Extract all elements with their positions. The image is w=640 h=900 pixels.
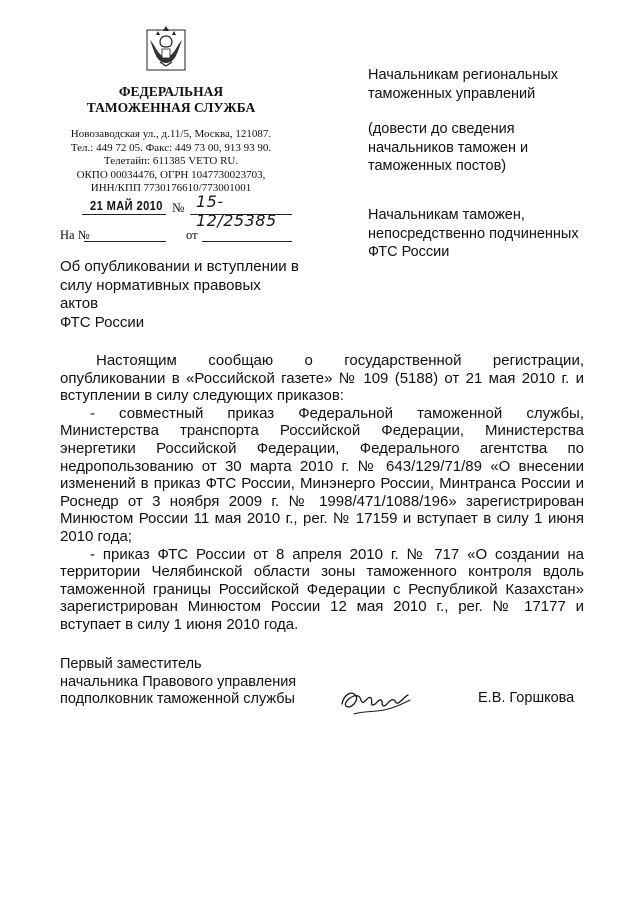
signer-position-line: начальника Правового управления xyxy=(60,673,297,690)
addressee-line: Начальникам таможен, xyxy=(368,207,525,223)
coat-of-arms-emblem-icon xyxy=(144,22,188,72)
letter-body xyxy=(60,352,584,634)
letter-subject xyxy=(60,258,300,332)
addressee-line: ФТС России xyxy=(368,244,450,260)
address-line: ИНН/КПП 7730176610/773001001 xyxy=(90,182,252,195)
registration-number: 15-12/25385 xyxy=(196,192,277,230)
date-underline xyxy=(82,214,166,215)
number-sign: № xyxy=(172,200,185,215)
address-line: Новозаводская ул., д.11/5, Москва, 121087. xyxy=(70,128,272,140)
organization-name xyxy=(60,84,282,116)
reference-number-label: На № xyxy=(60,228,90,242)
addressee-regional xyxy=(368,66,608,103)
addressee-line: начальников таможен и xyxy=(368,139,529,156)
addressee-customs xyxy=(368,206,608,262)
handwritten-signature-icon xyxy=(336,684,426,720)
addressee-line: таможенных управлений xyxy=(368,85,536,102)
body-item-joint-order: - совместный приказ Федеральной таможенной службы, Министерства транспорта Российской Федерации, Министерства энергетики Российской Федерации, Федерального агентства по недропользованию от 30 марта 2010 г. № 643/129/71/89 «О внесении изменений в приказ ФТС России, Минэнерго России, Минтранса России и Роснедр от 3 ноября 2009 г. № 1998/471/1088/196» зарегистрирован Минюстом России 11 мая 2010 г., рег. № 17159 и вступает в силу 1 июня 2010 года; xyxy=(60,404,584,545)
reference-line xyxy=(60,228,292,246)
addressee-note xyxy=(368,120,608,176)
signer-position xyxy=(60,656,320,709)
address-line: Телетайп: 611385 VETO RU. xyxy=(103,155,239,168)
organization-address xyxy=(60,128,282,196)
address-line: ОКПО 00034476, ОГРН 1047730023703, xyxy=(76,168,266,181)
org-name-line-2: ТАМОЖЕННАЯ СЛУЖБА xyxy=(86,100,256,115)
body-item-fts-order: - приказ ФТС России от 8 апреля 2010 г. № 717 «О создании на территории Челябинской области зоны таможенного контроля вдоль таможенной границы Российской Федерации с Республикой Казахстан» зарегистрирован Минюстом России 12 мая 2010 г., рег. № 17177 и вступает в силу 1 июня 2010 года. xyxy=(60,545,584,633)
signer-position-line: Первый заместитель xyxy=(60,656,202,672)
registration-date-stamp: 21 МАЙ 2010 xyxy=(90,198,163,213)
subject-line: силу нормативных правовых актов xyxy=(60,276,261,312)
address-line: Тел.: 449 72 05. Факс: 449 73 00, 913 93 90. xyxy=(70,141,272,154)
subject-line: ФТС России xyxy=(60,313,145,331)
addressee-line: таможенных постов) xyxy=(368,158,507,174)
signer-name: Е.В. Горшкова xyxy=(478,690,575,706)
body-intro: Настоящим сообщаю о государственной регистрации, опубликовании в «Российской газете» № 109 (5188) от 21 мая 2010 г. и вступлении в силу следующих приказов: xyxy=(60,352,584,405)
reference-number-blank xyxy=(84,241,166,242)
signer-position-line: подполковник таможенной службы xyxy=(60,691,295,708)
registration-line xyxy=(60,192,292,230)
subject-line: Об опубликовании и вступлении в xyxy=(60,258,299,275)
reference-date-label: от xyxy=(186,228,198,242)
addressee-line: Начальникам региональных xyxy=(368,67,559,83)
org-name-line-1: ФЕДЕРАЛЬНАЯ xyxy=(118,84,224,99)
reference-date-blank xyxy=(202,241,292,242)
addressee-line: непосредственно подчиненных xyxy=(368,225,579,242)
addressee-line: (довести до сведения xyxy=(368,121,515,137)
number-underline xyxy=(190,214,292,215)
